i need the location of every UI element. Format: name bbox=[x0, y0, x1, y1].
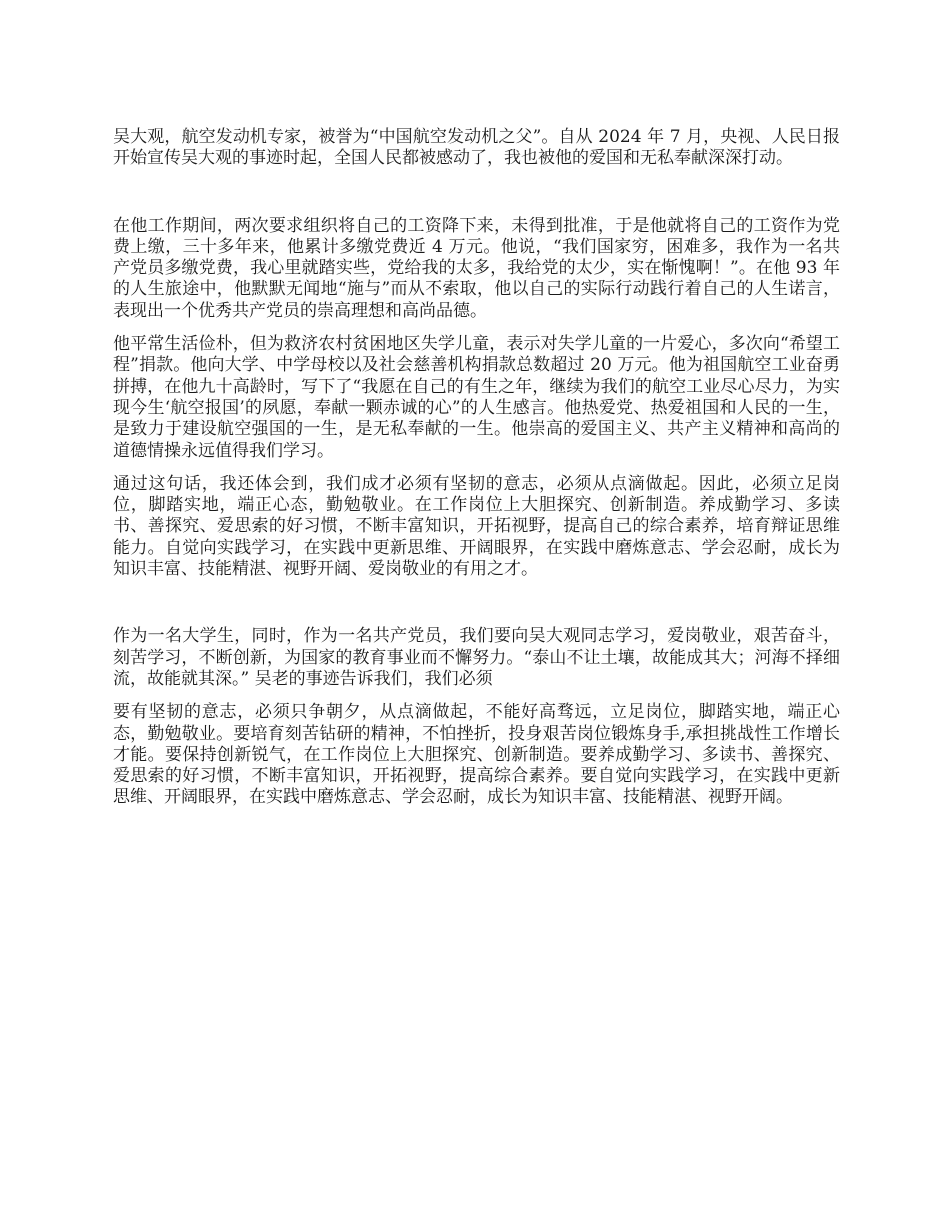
paragraph-1: 吴大观，航空发动机专家，被誉为“中国航空发动机之父”。自从 2024 年 7 月，央视、人民日报开始宣传吴大观的事迹时起，全国人民都被感动了，我也被他的爱国和无私奉献深深打动。 bbox=[113, 127, 840, 169]
paragraph-6: 要有坚韧的意志，必须只争朝夕，从点滴做起，不能好高骛远，立足岗位，脚踏实地，端正心态，勤勉敬业。要培育刻苦钻研的精神，不怕挫折，投身艰苦岗位锻炼身手,承担挑战性工作增长才能。要保持创新锐气，在工作岗位上大胆探究、创新制造。要养成勤学习、多读书、善探究、爱思索的好习惯，不断丰富知识，开拓视野，提高综合素养。要自觉向实践学习，在实践中更新思维、开阔眼界，在实践中磨炼意志、学会忍耐，成长为知识丰富、技能精湛、视野开阔。 bbox=[113, 702, 840, 808]
paragraph-gap bbox=[113, 182, 840, 216]
paragraph-2: 在他工作期间，两次要求组织将自己的工资降下来，未得到批准，于是他就将自己的工资作为党费上缴，三十多年来，他累计多缴党费近 4 万元。他说，“我们国家穷，困难多，我作为一名共产党员多缴党费，我心里就踏实些，党给我的太多，我给党的太少，实在惭愧啊！”。在他 93 年的人生旅途中，他默默无闻地“施与”而从不索取，他以自己的实际行动践行着自己的人生诺言，表现出一个优秀共产党员的崇高理想和高尚品德。 bbox=[113, 215, 840, 321]
paragraph-4: 通过这句话，我还体会到，我们成才必须有坚韧的意志，必须从点滴做起。因此，必须立足岗位，脚踏实地，端正心态，勤勉敬业。在工作岗位上大胆探究、创新制造。养成勤学习、多读书、善探究、爱思索的好习惯，不断丰富知识，开拓视野，提高自己的综合素养，培育辩证思维能力。自觉向实践学习，在实践中更新思维、开阔眼界，在实践中磨炼意志、学会忍耐，成长为知识丰富、技能精湛、视野开阔、爱岗敬业的有用之才。 bbox=[113, 473, 840, 580]
document-body bbox=[113, 127, 840, 821]
paragraph-3: 他平常生活俭朴，但为救济农村贫困地区失学儿童，表示对失学儿童的一片爱心，多次向“希望工程”捐款。他向大学、中学母校以及社会慈善机构捐款总数超过 20 万元。他为祖国航空工业奋勇拼搏，在他九十高龄时，写下了“我愿在自己的有生之年，继续为我们的航空工业尽心尽力，为实现今生‘航空报国’的夙愿，奉献一颗赤诚的心”的人生感言。他热爱党、热爱祖国和人民的一生，是致力于建设航空强国的一生，是无私奉献的一生。他崇高的爱国主义、共产主义精神和高尚的道德情操永远值得我们学习。 bbox=[113, 334, 840, 461]
paragraph-5: 作为一名大学生，同时，作为一名共产党员，我们要向吴大观同志学习，爱岗敬业，艰苦奋斗，刻苦学习，不断创新，为国家的教育事业而不懈努力。“泰山不让土壤，故能成其大；河海不择细流，故能就其深。” 吴老的事迹告诉我们，我们必须 bbox=[113, 626, 840, 689]
paragraph-gap bbox=[113, 592, 840, 626]
